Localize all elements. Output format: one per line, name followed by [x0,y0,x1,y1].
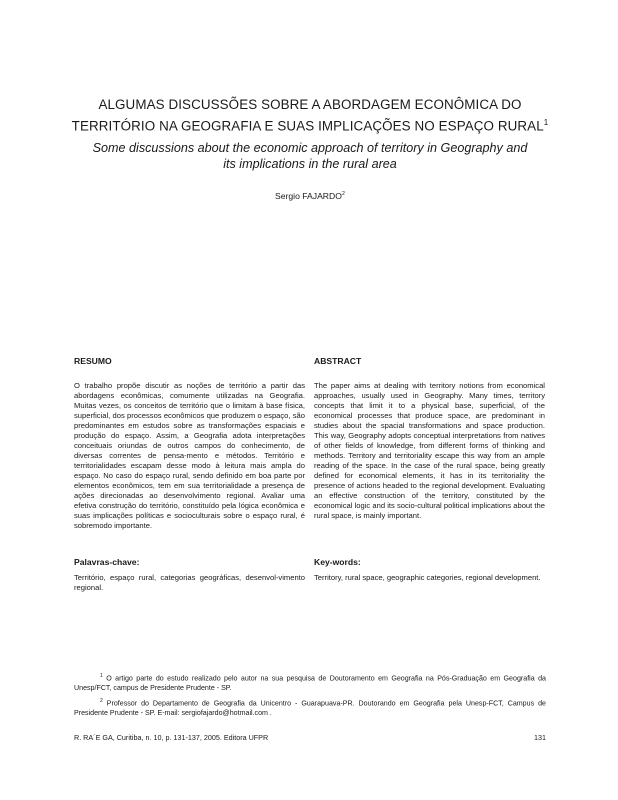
title-footnote-mark: 1 [543,118,549,127]
abstract-text: The paper aims at dealing with territory notions from economical approaches, usually used in Geography. Many times, territory concepts that limit it to a physical base, superficial, of the economical processes that produce space, are predominant in studies about the spacial transformations and space production. This way, Geography adopts conceptual interpretations from natives of other fields of knowledge, from different forms of thinking and methods. Territory and territoriality escape this way from an ample reading of the space. In the case of the rural space, being greatly defined for economical elements, it has in its territoriality the presence of actions headed to the regional development. Evaluating an effective construction of the territory, constituted by the economical logic and its socio-cultural political implications about the rural space, is mainly important. [314,381,545,520]
abstract-heading: ABSTRACT [314,356,362,366]
title-line-2 [60,114,560,135]
footnote-2 [74,697,546,719]
key-words-text: Territory, rural space, geographic categories, regional development. [314,573,541,582]
footnote-2-mark: 2 [100,697,103,704]
resumo-heading: RESUMO [74,356,112,366]
author [60,191,560,201]
subtitle-line-1: Some discussions about the economic approach of territory in Geography and [92,141,528,155]
resumo-text: O trabalho propõe discutir as noções de território a partir das abordagens econômicas, comumente utilizadas na Geografia. Muitas vezes, os conceitos de território que o limitam à base física, superficial, dos processos econômicos que produzem o espaço, são predominantes em estudos sobre as transformações espaciais e produção do espaço. Assim, a Geografia adota interpretações conceituais oriundas de outros campos do conhecimento, de diversas correntes de pensa-mento e métodos. Território e territorialidades escapam desse modo à leitura mais ampla do espaço. No caso do espaço rural, sendo definido em boa parte por elementos econômicos, tem em sua territorialidade a presença de ações direcionadas ao desenvolvimento regional. Avaliar uma efetiva construção do território, constituído pela lógica econômica e suas implicações políticas e socioculturais sobre o espaço rural, é sobremodo importante. [74,381,305,530]
journal-citation: R. RA´E GA, Curitiba, n. 10, p. 131-137, 2005. Editora UFPR [74,733,269,742]
page-number: 131 [534,733,546,742]
subtitle-line-2: its implications in the rural area [223,157,397,171]
author-footnote-mark: 2 [341,191,345,198]
footnote-2-text: Professor do Departamento de Geografia da Unicentro - Guarapuava-PR. Doutorando em Geografia pela Unesp-FCT, Campus de Presidente Prudente - SP. E-mail: sergiofajardo@hotmail.com . [74,698,546,717]
article-title [60,96,560,135]
author-name: Sergio FAJARDO [275,191,342,201]
footnote-1-text: O artigo parte do estudo realizado pelo autor na sua pesquisa de Doutoramento em Geografia na Pós-Graduação em Geografia da Unesp/FCT, campus de Presidente Prudente - SP. [74,674,546,692]
palavras-chave-heading: Palavras-chave: [74,557,140,567]
footnotes [74,672,546,721]
palavras-chave-text: Território, espaço rural, categorias geográficas, desenvol-vimento regional. [74,573,305,592]
footnote-1 [74,672,546,694]
title-line-2-text: TERRITÓRIO NA GEOGRAFIA E SUAS IMPLICAÇÕES NO ESPAÇO RURAL [71,118,544,134]
article-subtitle [60,140,560,172]
title-line-1: ALGUMAS DISCUSSÕES SOBRE A ABORDAGEM ECONÔMICA DO [98,97,522,112]
footnote-1-mark: 1 [100,673,103,679]
key-words-heading: Key-words: [314,557,361,567]
